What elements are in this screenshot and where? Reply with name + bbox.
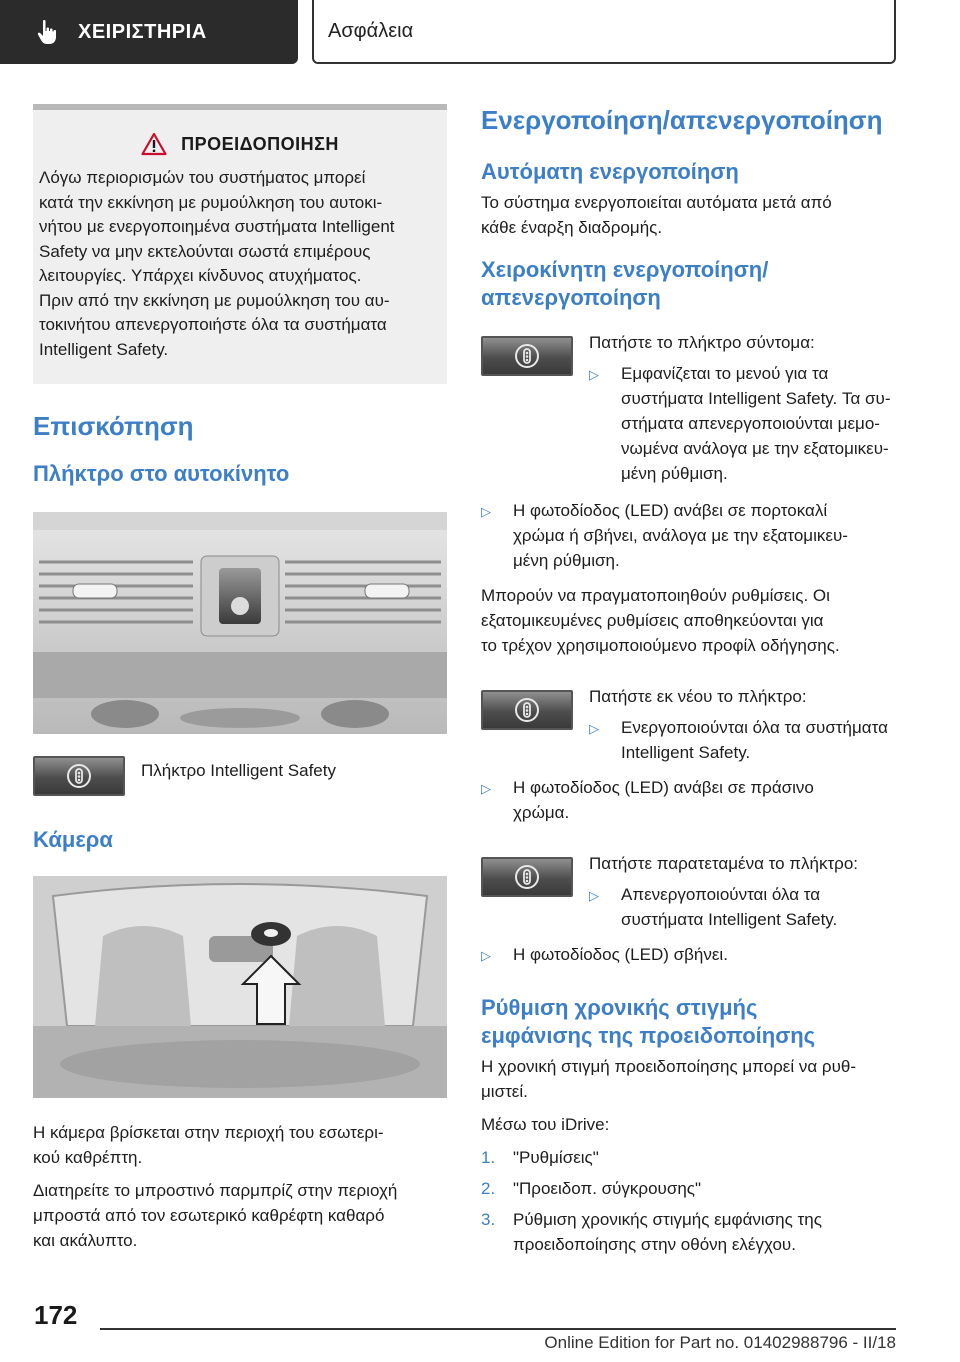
list-item: ▷ Η φωτοδίοδος (LED) σβήνει. [481,942,895,968]
section-title: ΧΕΙΡΙΣΤΗΡΙΑ [78,20,207,43]
activation-heading: Ενεργοποίηση/απενεργοποίηση [481,105,883,135]
list-item: ▷ Ενεργοποιούνται όλα τα συστήματα Intelligent Safety. [589,715,895,765]
manual-activation-heading: Χειροκίνητη ενεργοποίηση/ απενεργοποίηση [481,257,769,310]
right-column [481,104,895,1257]
left-column [33,104,447,1253]
press-short-row [481,333,895,486]
intelligent-safety-key-icon [481,690,573,730]
camera-heading: Κάμερα [33,827,113,852]
safety-button-icon [514,864,540,890]
bullet-triangle-icon: ▷ [481,504,491,519]
dashboard-vents-image [33,512,447,734]
list-item: ▷ Η φωτοδίοδος (LED) ανάβει σε πορτοκαλί χρώμα ή σβήνει, ανάλογα με την εξατομικευ- μένη ρύθμιση. [481,498,895,573]
page-number: 172 [34,1300,78,1330]
timing-heading: Ρύθμιση χρονικής στιγμής εμφάνισης της προειδοποίησης [481,995,816,1048]
dashboard-button-photo [33,512,447,734]
press-long-text: Πατήστε παρατεταμένα το πλήκτρο: [589,854,859,873]
press-long-row [481,854,895,932]
settings-text: Μπορούν να πραγματοποιηθούν ρυθμίσεις. Οι εξατομικευμένες ρυθμίσεις αποθηκεύονται για το τρέχον χρησιμοποιούμενο προφίλ οδήγησης. [481,586,840,655]
intelligent-safety-key-icon [33,756,125,796]
safety-button-icon [514,343,540,369]
button-caption-row [33,756,447,796]
intelligent-safety-key-icon [481,857,573,897]
press-short-text: Πατήστε το πλήκτρο σύντομα: [589,333,815,352]
press-again-row [481,687,895,765]
list-item: ▷ Απενεργοποιούνται όλα τα συστήματα Intelligent Safety. [589,882,895,932]
warning-title: ΠΡΟΕΙΔΟΠΟΙΗΣΗ [39,132,441,156]
list-item: 2. "Προειδοπ. σύγκρουσης" [481,1179,702,1198]
bullet-triangle-icon: ▷ [481,781,491,796]
chapter-title: Ασφάλεια [328,19,414,42]
edition-text: Online Edition for Part no. 01402988796 - II/18 [544,1333,896,1352]
idrive-text: Μέσω του iDrive: [481,1115,610,1134]
list-item: 3. Ρύθμιση χρονικής στιγμής εμφάνισης της προειδοποίησης στην οθόνη ελέγχου. [481,1210,822,1254]
camera-description: Η κάμερα βρίσκεται στην περιοχή του εσωτερι- κού καθρέπτη. Διατηρείτε το μπροστινό παρμπρίζ στην περιοχή μπροστά από τον εσωτερικό καθρέφτη καθαρό και ακάλυπτο. [33,1123,398,1250]
bullet-triangle-icon: ▷ [589,367,599,382]
footer-divider [100,1328,896,1330]
safety-button-icon [514,697,540,723]
timing-text: Η χρονική στιγμή προειδοποίησης μπορεί να ρυθ- μιστεί. [481,1057,857,1101]
press-again-text: Πατήστε εκ νέου το πλήκτρο: [589,687,807,706]
camera-photo [33,876,447,1098]
steps-list [481,1145,895,1257]
list-item: 1. "Ρυθμίσεις" [481,1148,599,1167]
list-item: ▷ Η φωτοδίοδος (LED) ανάβει σε πράσινο χρώμα. [481,775,895,825]
button-caption: Πλήκτρο Intelligent Safety [141,761,336,780]
bullet-triangle-icon: ▷ [589,721,599,736]
warning-box [33,104,447,384]
bullet-triangle-icon: ▷ [589,888,599,903]
overview-heading: Επισκόπηση [33,411,194,441]
list-item: ▷ Εμφανίζεται το μενού για τα συστήματα Intelligent Safety. Τα συ- στήματα απενεργοποιούνται μεμο- νωμένα ανάλογα με την εξατομικευ- μένη ρύθμιση. [589,361,895,486]
chapter-tab[interactable] [312,0,896,64]
warning-text: Λόγω περιορισμών του συστήματος μπορεί κατά την εκκίνηση με ρυμούλκηση του αυτοκι- νήτου με ενεργοποιημένα συστήματα Intelligent Safety να μην εκτελούνται σωστά επιμέρους λειτουργίες. Υπάρχει κίνδυνος ατυχήματος. Πριν από την εκκίνηση με ρυμούλκηση του αυ- τοκινήτου απενεργοποιήστε όλα τα συστήματα Intelligent Safety. [39,168,395,359]
bullet-triangle-icon: ▷ [481,948,491,963]
safety-button-icon [66,763,92,789]
windshield-camera-image [33,876,447,1098]
auto-activation-text: Το σύστημα ενεργοποιείται αυτόματα μετά από κάθε έναρξη διαδρομής. [481,193,832,237]
intelligent-safety-key-icon [481,336,573,376]
warning-triangle-icon [141,132,167,156]
auto-activation-heading: Αυτόματη ενεργοποίηση [481,159,739,184]
section-tab[interactable] [0,0,298,64]
hand-pointer-icon [34,18,62,46]
button-heading: Πλήκτρο στο αυτοκίνητο [33,461,290,486]
